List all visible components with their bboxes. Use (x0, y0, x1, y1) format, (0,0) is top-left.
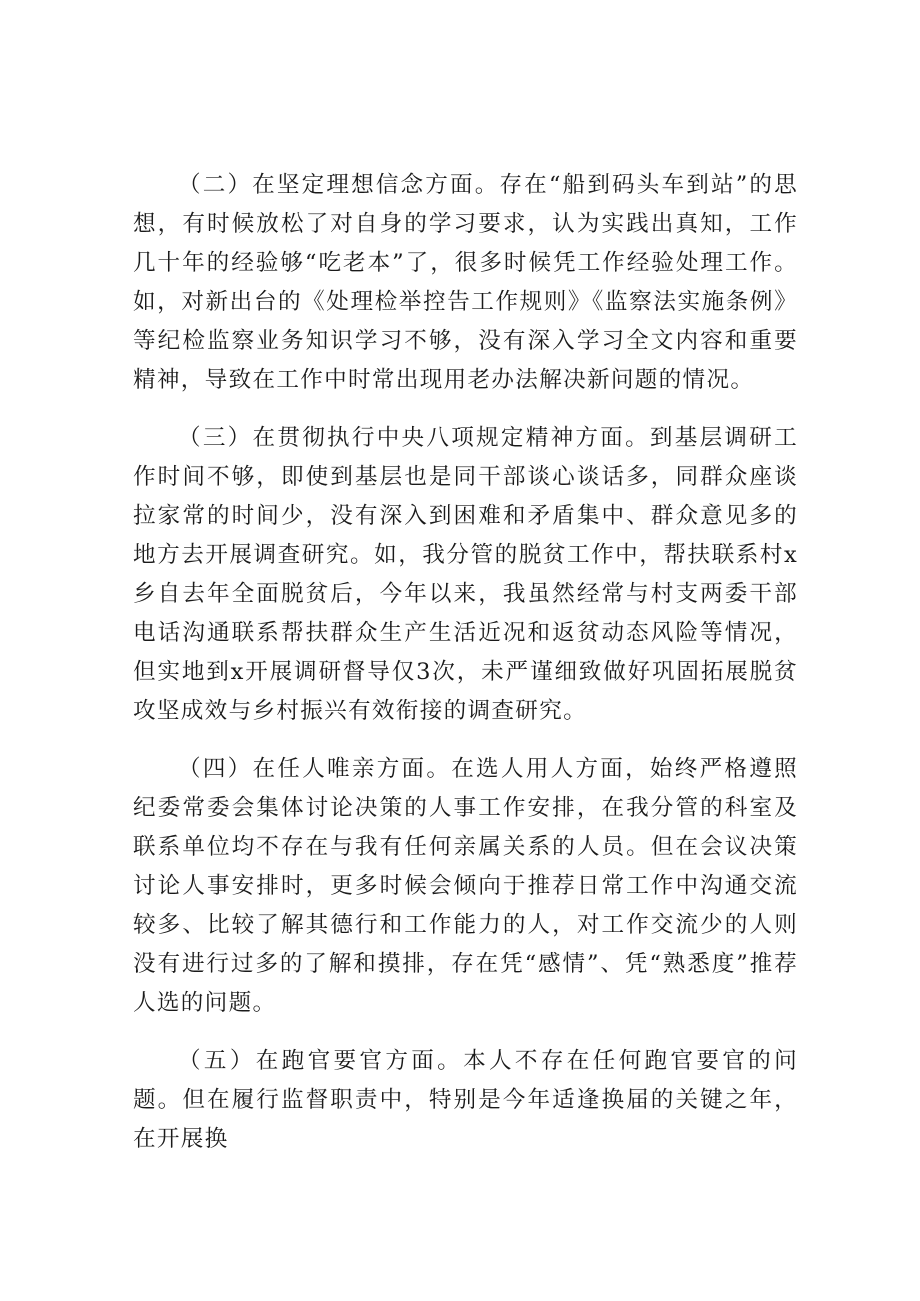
document-body (133, 166, 798, 1178)
paragraph-ideals-beliefs: （二）在坚定理想信念方面。存在“船到码头车到站”的思想，有时候放松了对自身的学习要求，认为实践出真知，工作几十年的经验够“吃老本”了，很多时候凭工作经验处理工作。如，对新出台的《处理检举控告工作规则》《监察法实施条例》等纪检监察业务知识学习不够，没有深入学习全文内容和重要精神，导致在工作中时常出现用老办法解决新问题的情况。 (133, 172, 798, 393)
paragraph-office-seeking: （五）在跑官要官方面。本人不存在任何跑官要官的问题。但在履行监督职责中，特别是今年适逢换届的关键之年，在开展换 (133, 1048, 798, 1152)
paragraph-eight-regulations: （三）在贯彻执行中央八项规定精神方面。到基层调研工作时间不够，即使到基层也是同干部谈心谈话多，同群众座谈拉家常的时间少，没有深入到困难和矛盾集中、群众意见多的地方去开展调查研究。如，我分管的脱贫工作中，帮扶联系村x乡自去年全面脱贫后，今年以来，我虽然经常与村支两委干部电话沟通联系帮扶群众生产生活近况和返贫动态风险等情况，但实地到x开展调研督导仅3次，未严谨细致做好巩固拓展脱贫攻坚成效与乡村振兴有效衔接的调查研究。 (133, 425, 798, 724)
paragraph-nepotism: （四）在任人唯亲方面。在选人用人方面，始终严格遵照纪委常委会集体讨论决策的人事工作安排，在我分管的科室及联系单位均不存在与我有任何亲属关系的人员。但在会议决策讨论人事安排时，更多时候会倾向于推荐日常工作中沟通交流较多、比较了解其德行和工作能力的人，对工作交流少的人则没有进行过多的了解和摸排，存在凭“感情”、凭“熟悉度”推荐人选的问题。 (133, 756, 798, 1016)
